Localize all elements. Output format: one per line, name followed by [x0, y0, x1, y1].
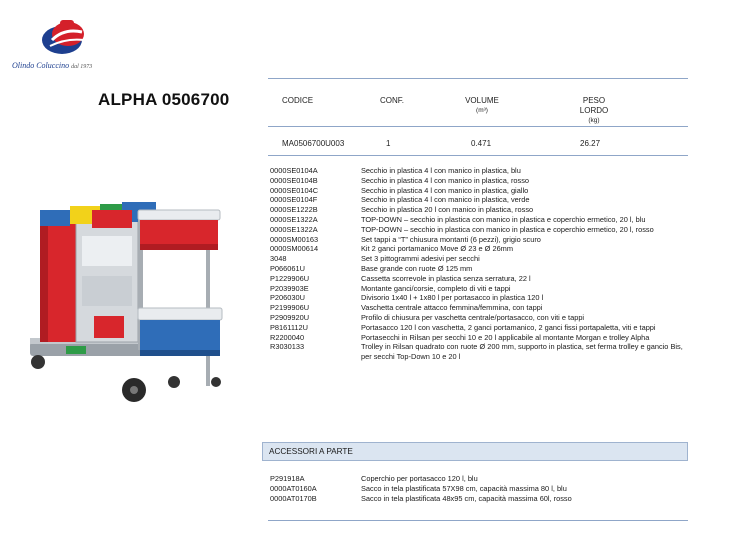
accessories-list — [270, 474, 690, 504]
item-code: P8161112U — [270, 322, 308, 332]
item-code: P2199906U — [270, 303, 310, 313]
item-description: Cassetta scorrevole in plastica senza serratura, 22 l — [361, 273, 531, 283]
item-description: Set tappi a “T” chiusura montanti (6 pezzi), grigio scuro — [361, 234, 541, 244]
item-description: Set 3 pittogrammi adesivi per secchi — [361, 254, 480, 264]
item-description: Secchio in plastica 20 l con manico in plastica, rosso — [361, 205, 534, 215]
list-item — [270, 274, 690, 284]
value-weight: 26.27 — [580, 139, 601, 148]
list-item — [270, 264, 690, 274]
item-description: Sacco in tela plastificata 48x95 cm, capacità massima 60l, rosso — [361, 494, 572, 503]
header-weight — [568, 96, 620, 126]
table-row-rule — [268, 155, 688, 156]
list-item — [270, 323, 690, 333]
list-item — [270, 333, 690, 343]
item-code: 0000SE1322A — [270, 224, 318, 234]
item-description: Portasecchi in Rilsan per secchi 10 e 20 l applicabile al montante Morgan e trolley Alpha — [361, 332, 650, 342]
header-weight-label: PESO LORDO — [579, 96, 609, 115]
item-code: 0000SM00163 — [270, 234, 319, 244]
list-item — [270, 254, 690, 264]
item-description: Secchio in plastica 4 l con manico in plastica, verde — [361, 195, 530, 205]
trolley-illustration — [22, 196, 234, 406]
item-code: 0000SM00614 — [270, 244, 319, 254]
accessories-section-title: ACCESSORI A PARTE — [262, 442, 688, 461]
list-item — [270, 494, 690, 504]
item-code: 0000AT0170B — [270, 494, 317, 503]
list-item — [270, 235, 690, 245]
table-header-rule — [268, 126, 688, 127]
list-item — [270, 474, 690, 484]
header-weight-unit: (kg) — [588, 117, 600, 124]
list-item — [270, 303, 690, 313]
item-code: 3048 — [270, 254, 287, 264]
item-code: 0000SE0104A — [270, 166, 318, 175]
value-conf: 1 — [386, 139, 391, 148]
item-description: Vaschetta centrale attacco femmina/femmina, con tappi — [361, 303, 543, 313]
item-description: TOP-DOWN – secchio in plastica con manico in plastica e coperchio ermetico, 20 l, rosso — [361, 224, 654, 234]
list-item — [270, 342, 690, 362]
item-code: P1229906U — [270, 273, 310, 283]
item-code: P206030U — [270, 293, 305, 303]
list-item — [270, 293, 690, 303]
item-code: 0000SE0104C — [270, 185, 319, 195]
list-item — [270, 186, 690, 196]
item-code: P066061U — [270, 263, 305, 273]
list-item — [270, 176, 690, 186]
item-description: Divisorio 1x40 l + 1x80 l per portasacco in plastica 120 l — [361, 293, 544, 303]
list-item — [270, 244, 690, 254]
item-code: P2909920U — [270, 312, 310, 322]
item-code: 0000SE1322A — [270, 214, 318, 224]
product-title: ALPHA 0506700 — [98, 90, 230, 109]
list-item — [270, 284, 690, 294]
item-description: Base grande con ruote Ø 125 mm — [361, 263, 473, 273]
item-code: P291918A — [270, 474, 305, 483]
brand-name-text: Olindo Coluccino — [12, 61, 70, 70]
item-code: R3030133 — [270, 342, 305, 352]
item-description: Coperchio per portasacco 120 l, blu — [361, 474, 478, 483]
item-code: 0000SE1222B — [270, 205, 318, 215]
item-description: Montante ganci/corsie, completo di viti e tappi — [361, 283, 511, 293]
parts-list — [270, 166, 690, 362]
header-volume — [462, 96, 502, 116]
item-description: Secchio in plastica 4 l con manico in plastica, rosso — [361, 175, 530, 185]
brand-name — [12, 61, 132, 70]
brand-logo — [38, 18, 90, 58]
list-item — [270, 225, 690, 235]
brand-year: dal 1973 — [71, 64, 93, 70]
list-item — [270, 205, 690, 215]
item-description: Kit 2 ganci portamanico Move Ø 23 e Ø 26mm — [361, 244, 513, 254]
header-code: CODICE — [282, 96, 314, 105]
header-volume-unit: (m³) — [476, 107, 488, 114]
item-description: Sacco in tela plastificata 57X98 cm, capacità massima 80 l, blu — [361, 484, 567, 493]
value-volume: 0.471 — [471, 139, 492, 148]
item-description: Profilo di chiusura per vaschetta centrale/portasacco, con viti e tappi — [361, 312, 585, 322]
value-code: MA0506700U003 — [282, 139, 345, 148]
item-code: R2200040 — [270, 332, 305, 342]
list-item — [270, 166, 690, 176]
item-description: Secchio in plastica 4 l con manico in plastica, blu — [361, 166, 521, 175]
item-code: 0000SE0104B — [270, 175, 318, 185]
list-item — [270, 484, 690, 494]
bottom-rule — [268, 520, 688, 521]
list-item — [270, 215, 690, 225]
list-item — [270, 195, 690, 205]
item-code: 0000AT0160A — [270, 484, 317, 493]
header-volume-label: VOLUME — [465, 96, 499, 105]
header-conf: CONF. — [380, 96, 404, 105]
table-top-rule — [268, 78, 688, 79]
item-description: Secchio in plastica 4 l con manico in plastica, giallo — [361, 185, 529, 195]
item-description: Trolley in Rilsan quadrato con ruote Ø 200 mm, supporto in plastica, set ferma trolley e gancio Bis, per secchi Top-Down 10 e 20 l — [361, 342, 683, 362]
item-code: 0000SE0104F — [270, 195, 318, 205]
item-description: TOP-DOWN – secchio in plastica con manico in plastica e coperchio ermetico, 20 l, blu — [361, 214, 646, 224]
list-item — [270, 313, 690, 323]
item-description: Portasacco 120 l con vaschetta, 2 ganci portamanico, 2 ganci fissi portapaletta, viti e tappi — [361, 322, 656, 332]
item-code: P2039903E — [270, 283, 309, 293]
